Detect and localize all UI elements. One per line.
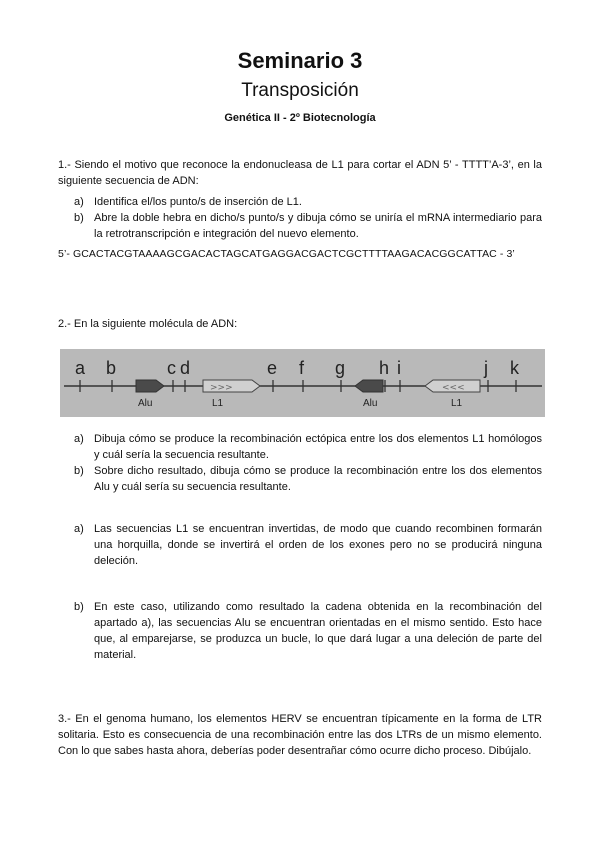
site-label-e: e bbox=[267, 358, 278, 378]
q1-item-b bbox=[74, 210, 542, 242]
site-label-b: b bbox=[106, 358, 117, 378]
site-label-g: g bbox=[335, 358, 346, 378]
q2-item-b-text: Sobre dicho resultado, dibuja cómo se produce la recombinación entre los dos elementos Alu y cuál sería su secuencia resultante. bbox=[94, 465, 542, 493]
q1-item-a bbox=[74, 194, 542, 210]
q2-answer-a-text: Las secuencias L1 se encuentran invertidas, de modo que cuando recombinen formarán una horquilla, donde se invertirá el orden de los exones pero no se producirá ninguna deleción. bbox=[94, 523, 542, 567]
l1-arrow-marks-2: <<< bbox=[442, 383, 465, 393]
q1-item-a-label: a) bbox=[74, 196, 84, 208]
q1-item-b-label: b) bbox=[74, 212, 84, 224]
element-label-alu-2: Alu bbox=[363, 398, 378, 409]
site-label-d: d bbox=[180, 358, 191, 378]
element-label-l1-2: L1 bbox=[451, 398, 463, 409]
q2-item-a-text: Dibuja cómo se produce la recombinación ectópica entre los dos elementos L1 homólogos y cuál sería la secuencia resultante. bbox=[94, 433, 542, 461]
q1-item-a-text: Identifica el/los punto/s de inserción de L1. bbox=[94, 196, 302, 208]
element-label-alu-1: Alu bbox=[138, 398, 153, 409]
element-label-l1-1: L1 bbox=[212, 398, 224, 409]
q2-answer-a-label: a) bbox=[74, 523, 84, 535]
q2-intro: 2.- En la siguiente molécula de ADN: bbox=[58, 318, 238, 330]
q2-answer-b-text: En este caso, utilizando como resultado la cadena obtenida en la recombinación del apartado a), las secuencias Alu se encuentran orientadas en el mismo sentido. Esto hace que, al emparejarse, se produzca un bucle, lo que dará lugar a una deleción de parte del material. bbox=[94, 601, 542, 661]
dna-molecule-diagram bbox=[60, 349, 545, 417]
site-label-k: k bbox=[510, 358, 519, 378]
site-label-h: h bbox=[379, 358, 390, 378]
q2-item-b bbox=[74, 463, 542, 495]
site-label-a: a bbox=[75, 358, 86, 378]
page-title: Seminario 3 bbox=[237, 48, 363, 73]
site-label-i: i bbox=[397, 358, 401, 378]
course-label: Genética II - 2º Biotecnología bbox=[224, 112, 376, 124]
q2-answer-b bbox=[74, 599, 542, 663]
q1-intro: 1.- Siendo el motivo que reconoce la endonucleasa de L1 para cortar el ADN 5’ - TTTT’A-3’, en la siguiente secuencia de ADN: bbox=[58, 159, 542, 187]
q2-item-a bbox=[74, 431, 542, 463]
q1-item-b-text: Abre la doble hebra en dicho/s punto/s y dibuja cómo se uniría el mRNA intermediario para la retrotranscripción e integración del nuevo elemento. bbox=[94, 212, 542, 240]
q2-answer-a bbox=[74, 521, 542, 569]
dna-sequence: 5’- GCACTACGTAAAAGCGACACTAGCATGAGGACGACTCGCTTTTAAGACACGGCATTAC - 3’ bbox=[58, 248, 515, 260]
site-label-c: c bbox=[167, 358, 176, 378]
site-label-j: j bbox=[484, 358, 488, 378]
q2-item-a-label: a) bbox=[74, 433, 84, 445]
site-label-f: f bbox=[299, 358, 305, 378]
page-subtitle: Transposición bbox=[241, 80, 359, 101]
q2-answer-b-label: b) bbox=[74, 601, 84, 613]
q2-item-b-label: b) bbox=[74, 465, 84, 477]
q3-text: 3.- En el genoma humano, los elementos HERV se encuentran típicamente en la forma de LTR solitaria. Esto es consecuencia de una recombinación entre las dos LTRs de un mismo elemento. Con lo que sabes hasta ahora, deberías poder desentrañar cómo ocurre dicho proceso. Dibújalo. bbox=[58, 713, 542, 757]
l1-arrow-marks-1: >>> bbox=[210, 383, 233, 393]
